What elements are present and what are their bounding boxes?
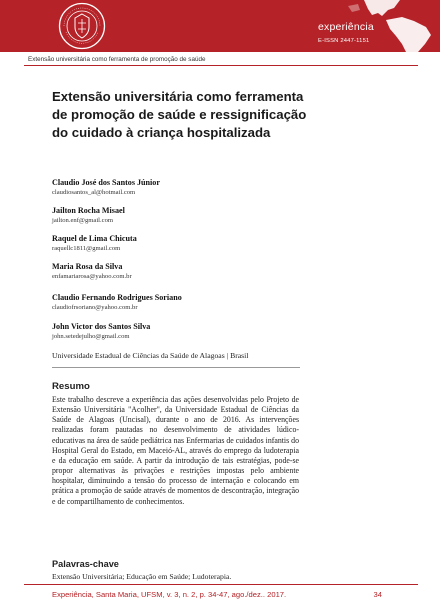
author-name: Jailton Rocha Misael: [52, 206, 125, 215]
author-email[interactable]: claudiofrsoriano@yahoo.com.br: [52, 304, 138, 311]
abstract-text: Este trabalho descreve a experiência das ações desenvolvidas pelo Projeto de Extensão Universitária "Acolher", da Universidade Estadual de Ciências da Saúde de Alagoas (Uncisal), durante o ano de 2016. As intervenções realizadas foram pautadas no desenvolvimento de atividades lúdico-educativas na área de saúde pediátrica nas Enfermarias de cuidados infantis do Hospital Geral do Estado, em Maceió-AL, através do emprego da ludoterapia e da educação em saúde. A partir da introdução de tais estratégias, pode-se propor alternativas às privações e restrições impostas pelo ambiente hospitalar, diminuindo a tensão do processo de internação e colocando em prática a promoção de saúde através de momentos de descontração, integração e de compartilhamento de conhecimentos.: [52, 395, 299, 506]
author-email[interactable]: john.setedejulho@gmail.com: [52, 333, 130, 340]
author-entry: [52, 262, 132, 281]
author-entry: [52, 206, 125, 225]
page-number: 34: [373, 590, 382, 599]
journal-name: experiência: [318, 21, 374, 33]
author-entry: [52, 234, 137, 253]
author-name: John Victor dos Santos Silva: [52, 322, 151, 331]
affiliation: Universidade Estadual de Ciências da Saúde de Alagoas | Brasil: [52, 351, 249, 360]
keywords-text: Extensão Universitária; Educação em Saúde; Ludoterapia.: [52, 572, 232, 581]
university-seal-logo: [58, 2, 106, 50]
running-head: Extensão universitária como ferramenta de promoção de saúde: [28, 56, 206, 63]
journal-eissn: E-ISSN 2447-1151: [318, 38, 370, 44]
author-email[interactable]: raquellc1811@gmail.com: [52, 245, 121, 252]
author-email[interactable]: enfamariarosa@yahoo.com.br: [52, 273, 132, 280]
author-email[interactable]: claudiosantos_al@hotmail.com: [52, 189, 136, 196]
article-title: Extensão universitária como ferramenta de promoção de saúde e ressignificação do cuidado à criança hospitalizada: [52, 89, 307, 140]
journal-banner: [0, 0, 440, 52]
footer-citation: Experiência, Santa Maria, UFSM, v. 3, n. 2, p. 34-47, ago./dez.. 2017.: [52, 590, 287, 599]
author-email[interactable]: jailton.enf@gmail.com: [52, 217, 114, 224]
section-divider: [52, 367, 300, 368]
author-entry: [52, 293, 182, 312]
author-name: Maria Rosa da Silva: [52, 262, 123, 271]
keywords-heading: Palavras-chave: [52, 559, 119, 569]
abstract-heading: Resumo: [52, 381, 90, 392]
author-entry: [52, 178, 160, 197]
author-name: Raquel de Lima Chicuta: [52, 234, 137, 243]
author-entry: [52, 322, 150, 341]
header-divider: [24, 65, 418, 66]
footer-divider: [24, 584, 418, 585]
author-name: Claudio Fernando Rodrigues Soriano: [52, 293, 182, 302]
author-name: Claudio José dos Santos Júnior: [52, 178, 160, 187]
